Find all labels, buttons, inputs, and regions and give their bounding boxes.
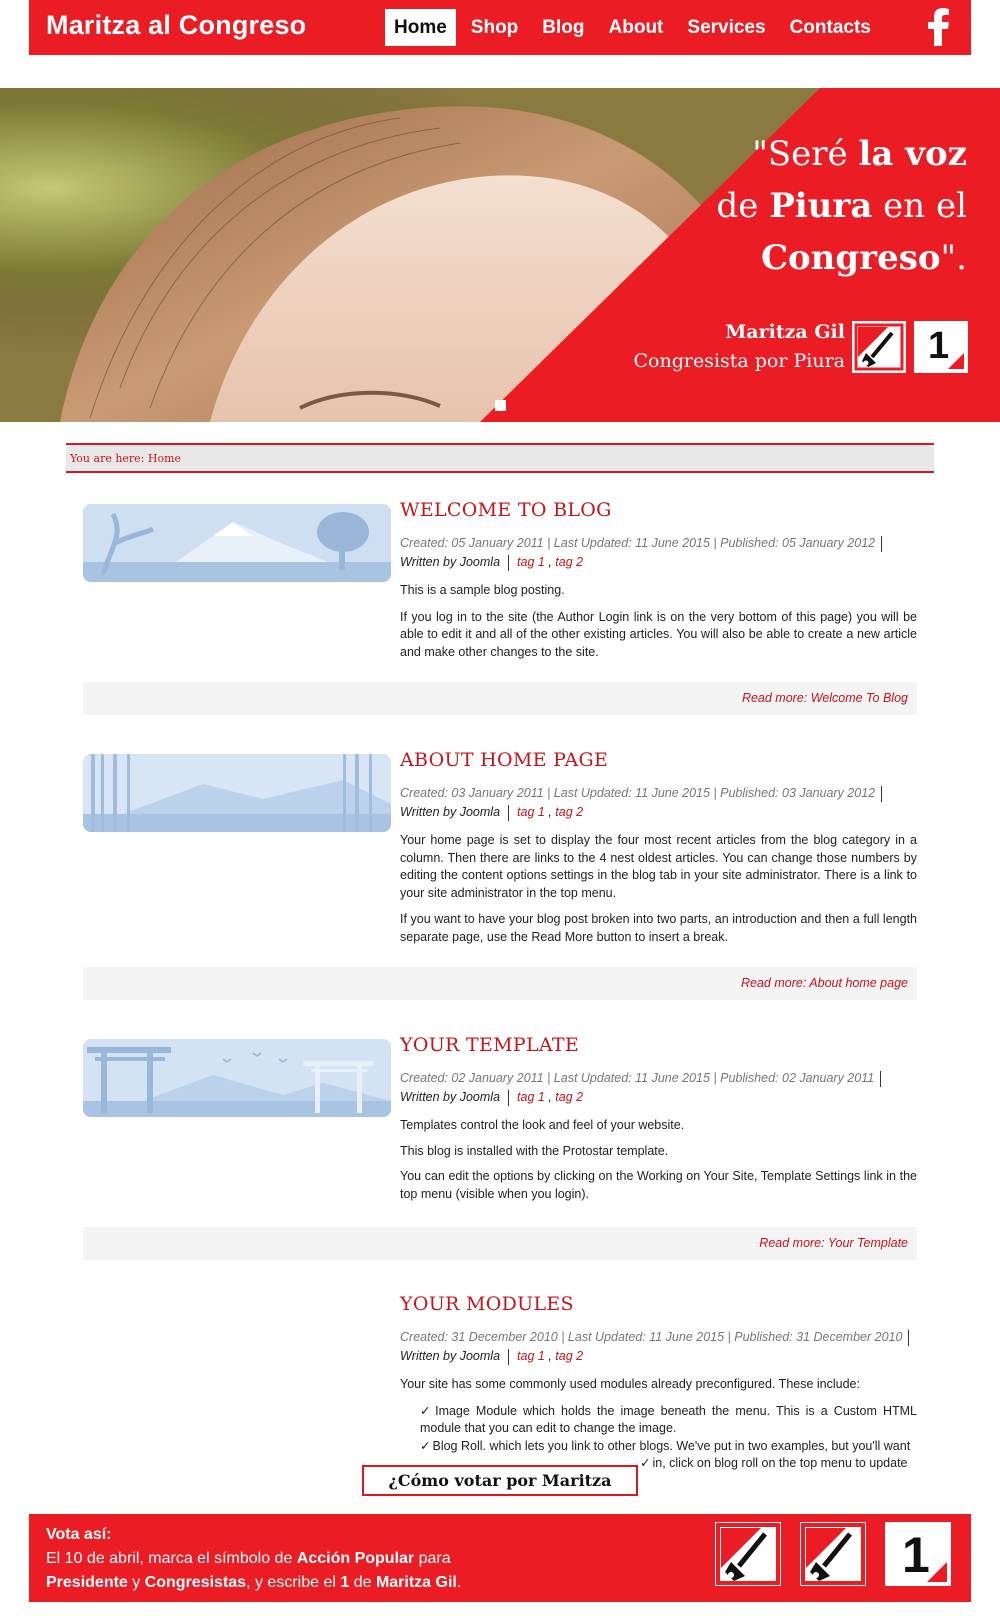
article-paragraph: If you want to have your blog post broken into two parts, an introduction and then a full length separate page, use the Read More button to insert a break. bbox=[400, 912, 917, 944]
article-thumbnail bbox=[83, 504, 391, 582]
read-more-link[interactable]: Read more: Welcome To Blog bbox=[83, 682, 917, 715]
article-title[interactable]: ABOUT HOME PAGE bbox=[400, 749, 609, 771]
tag-link[interactable]: tag 1 bbox=[517, 1349, 545, 1363]
article-paragraph: This blog is installed with the Protostar template. bbox=[400, 1143, 669, 1158]
tag-link[interactable]: tag 2 bbox=[555, 1090, 584, 1104]
hero-candidate-role: Congresista por Piura bbox=[633, 350, 845, 372]
tag-link[interactable]: tag 2 bbox=[555, 555, 584, 569]
hero-candidate-name: Maritza Gil bbox=[725, 321, 845, 343]
read-more-link[interactable]: Read more: About home page bbox=[83, 967, 917, 1000]
main-nav bbox=[385, 9, 886, 46]
footer-title: Vota así: bbox=[46, 1526, 112, 1543]
candidate-number: 1 bbox=[902, 1527, 930, 1583]
article-meta: Created: 02 January 2011 | Last Updated: 11 June 2015 | Published: 02 January 2011 bbox=[400, 1069, 917, 1088]
tag-link[interactable]: tag 1 bbox=[517, 805, 545, 819]
tag-link[interactable]: tag 1 bbox=[517, 1090, 545, 1104]
tag-link[interactable]: tag 2 bbox=[555, 1349, 584, 1363]
hero-quote: "Seré la voz de Piura en el Congreso". bbox=[716, 134, 967, 278]
tag-link[interactable]: tag 2 bbox=[555, 805, 584, 819]
tag-link[interactable]: tag 1 bbox=[517, 555, 545, 569]
article-title[interactable]: WELCOME TO BLOG bbox=[400, 499, 612, 521]
modules-list bbox=[420, 1403, 917, 1473]
blog-article bbox=[83, 1031, 917, 1266]
party-shovel-icon bbox=[715, 1522, 781, 1586]
article-paragraph: Your home page is set to display the four most recent articles from the blog category in a column. Then there are links to the 4 nest oldest articles. You can change those numbers by editing the content options settings in the blog tab in your site administrator. There is a link to your site administrator in the top menu. bbox=[400, 833, 917, 900]
article-author-tags: Written by Joomla tag 1 , tag 2 bbox=[400, 805, 584, 819]
read-more-link[interactable]: Read more: Your Template bbox=[83, 1227, 917, 1260]
article-thumbnail bbox=[83, 754, 391, 832]
article-title[interactable]: YOUR TEMPLATE bbox=[400, 1034, 580, 1056]
article-meta: Created: 31 December 2010 | Last Updated: 11 June 2015 | Published: 31 December 2010 bbox=[400, 1328, 917, 1347]
article-paragraph: This is a sample blog posting. bbox=[400, 583, 565, 597]
article-author-tags: Written by Joomla tag 1 , tag 2 bbox=[400, 1090, 584, 1104]
facebook-icon[interactable] bbox=[925, 8, 951, 46]
candidate-number-badge bbox=[885, 1522, 951, 1586]
list-item: ✓ Blog Roll. which lets you link to other blogs. We've put in two examples, but you'll want bbox=[420, 1438, 917, 1456]
top-navbar bbox=[29, 0, 971, 55]
nav-blog[interactable]: Blog bbox=[542, 17, 585, 38]
article-paragraph: Templates control the look and feel of your website. bbox=[400, 1118, 685, 1132]
candidate-number: 1 bbox=[928, 325, 950, 367]
article-paragraph: If you log in to the site (the Author Login link is on the very bottom of this page) you will be able to edit it and all of the other existing articles. You will also be able to create a new article and make other changes to the site. bbox=[400, 609, 917, 659]
list-item: ✓ in, click on blog roll on the top menu to update bbox=[420, 1455, 917, 1473]
nav-contacts[interactable]: Contacts bbox=[789, 17, 871, 38]
footer-line-1: El 10 de abril, marca el símbolo de Acción Popular para bbox=[46, 1550, 451, 1567]
nav-about[interactable]: About bbox=[608, 17, 664, 38]
footer-line-2: Presidente y Congresistas, y escribe el 1 de Maritza Gil. bbox=[46, 1574, 462, 1591]
article-paragraph: You can edit the options by clicking on the Working on Your Site, Template Settings link in the top menu (visible when you login). bbox=[400, 1169, 917, 1201]
party-shovel-icon bbox=[852, 321, 906, 373]
breadcrumb bbox=[66, 443, 934, 473]
slider-dot[interactable] bbox=[495, 400, 506, 411]
nav-services[interactable]: Services bbox=[687, 17, 766, 38]
site-brand[interactable]: Maritza al Congreso bbox=[46, 10, 307, 40]
article-author-tags: Written by Joomla tag 1 , tag 2 bbox=[400, 1349, 584, 1363]
article-thumbnail bbox=[83, 1039, 391, 1117]
blog-article bbox=[83, 1290, 917, 1472]
article-paragraph: Your site has some commonly used modules already preconfigured. These include: bbox=[400, 1377, 860, 1391]
blog-article bbox=[83, 496, 917, 721]
how-to-vote-button[interactable]: ¿Cómo votar por Maritza bbox=[362, 1465, 638, 1496]
party-shovel-icon bbox=[800, 1522, 866, 1586]
article-title[interactable]: YOUR MODULES bbox=[400, 1293, 574, 1315]
breadcrumb-home-link[interactable]: Home bbox=[147, 452, 182, 465]
list-item: ✓ Image Module which holds the image beneath the menu. This is a Custom HTML module that you can edit to change the image. bbox=[420, 1403, 917, 1438]
breadcrumb-label: You are here: bbox=[70, 452, 148, 465]
nav-shop[interactable]: Shop bbox=[470, 17, 519, 38]
blog-article bbox=[83, 746, 917, 1006]
article-author-tags: Written by Joomla tag 1 , tag 2 bbox=[400, 555, 584, 569]
nav-home[interactable]: Home bbox=[385, 9, 456, 46]
hero-banner bbox=[0, 88, 1000, 422]
article-meta: Created: 03 January 2011 | Last Updated: 11 June 2015 | Published: 03 January 2012 bbox=[400, 784, 917, 803]
article-meta: Created: 05 January 2011 | Last Updated: 11 June 2015 | Published: 05 January 2012 bbox=[400, 534, 917, 553]
candidate-number-badge bbox=[914, 321, 968, 373]
vote-footer bbox=[29, 1514, 971, 1602]
